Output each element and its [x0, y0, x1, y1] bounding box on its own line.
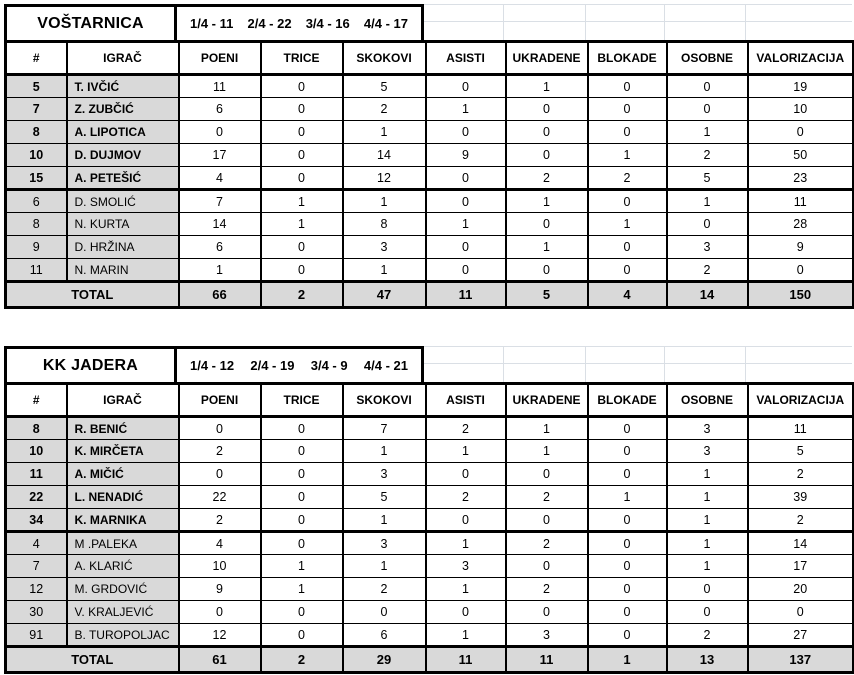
column-header[interactable]: #	[6, 42, 67, 75]
stat-cell[interactable]: 27	[748, 624, 854, 647]
stat-cell[interactable]: 0	[261, 144, 343, 167]
stat-cell[interactable]: 2	[667, 624, 748, 647]
stat-cell[interactable]: 0	[426, 601, 506, 624]
total-label-cell[interactable]: TOTAL	[6, 647, 179, 673]
stat-cell[interactable]: 0	[588, 463, 667, 486]
stat-cell[interactable]: 0	[588, 417, 667, 440]
column-header[interactable]: UKRADENE	[506, 384, 588, 417]
stat-cell[interactable]: 0	[179, 601, 261, 624]
empty-sheet-area	[424, 346, 852, 382]
player-row	[6, 463, 854, 486]
total-stat-cell[interactable]: 2	[261, 282, 343, 308]
empty-sheet-area	[424, 4, 852, 40]
player-number-cell[interactable]: 8	[6, 121, 67, 144]
empty-sheet-cell[interactable]	[665, 364, 746, 382]
stat-cell[interactable]: 1	[667, 463, 748, 486]
stat-cell[interactable]: 0	[588, 440, 667, 463]
player-number-cell[interactable]: 4	[6, 532, 67, 555]
stat-cell[interactable]: 0	[748, 601, 854, 624]
empty-sheet-cell[interactable]	[746, 22, 852, 40]
stat-cell[interactable]: 0	[426, 190, 506, 213]
quarter-score: 3/4 - 9	[310, 358, 348, 373]
empty-sheet-cell[interactable]	[665, 346, 746, 364]
stat-cell[interactable]: 0	[506, 213, 588, 236]
stat-cell[interactable]: 4	[179, 532, 261, 555]
stat-cell[interactable]: 6	[343, 624, 426, 647]
empty-sheet-cell[interactable]	[504, 346, 586, 364]
stat-cell[interactable]: 3	[506, 624, 588, 647]
player-row	[6, 144, 854, 167]
stat-cell[interactable]: 0	[343, 601, 426, 624]
stat-cell[interactable]: 1	[343, 121, 426, 144]
stat-cell[interactable]: 0	[588, 509, 667, 532]
stat-cell[interactable]: 2	[588, 167, 667, 190]
stat-cell[interactable]: 1	[343, 190, 426, 213]
quarter-score: 1/4 - 11	[190, 16, 234, 31]
player-name-cell[interactable]: A. LIPOTICA	[67, 121, 179, 144]
column-header[interactable]: TRICE	[261, 42, 343, 75]
stat-cell[interactable]: 0	[588, 259, 667, 282]
total-stat-cell[interactable]: 11	[506, 647, 588, 673]
stat-cell[interactable]: 0	[588, 75, 667, 98]
stat-cell[interactable]: 2	[506, 167, 588, 190]
player-row	[6, 98, 854, 121]
stat-cell[interactable]: 50	[748, 144, 854, 167]
stat-cell[interactable]: 0	[506, 555, 588, 578]
empty-sheet-cell[interactable]	[424, 22, 504, 40]
player-number-cell[interactable]: 8	[6, 417, 67, 440]
empty-sheet-cell[interactable]	[504, 4, 586, 22]
stat-cell[interactable]: 1	[506, 417, 588, 440]
stat-cell[interactable]: 0	[506, 98, 588, 121]
player-name-cell[interactable]: N. MARIN	[67, 259, 179, 282]
stat-cell[interactable]: 0	[261, 75, 343, 98]
player-row	[6, 624, 854, 647]
stat-cell[interactable]: 1	[426, 624, 506, 647]
total-stat-cell[interactable]: 1	[588, 647, 667, 673]
column-header[interactable]: SKOKOVI	[343, 384, 426, 417]
stat-cell[interactable]: 1	[426, 213, 506, 236]
stat-cell[interactable]: 1	[261, 555, 343, 578]
stat-cell[interactable]: 1	[261, 578, 343, 601]
empty-sheet-cell[interactable]	[424, 346, 504, 364]
empty-sheet-cell[interactable]	[746, 364, 852, 382]
stat-cell[interactable]: 5	[667, 167, 748, 190]
team-section-kk-jadera	[4, 346, 854, 674]
stat-cell[interactable]: 1	[426, 98, 506, 121]
column-header[interactable]: TRICE	[261, 384, 343, 417]
stat-cell[interactable]: 0	[667, 213, 748, 236]
team-name-cell[interactable]: KK JADERA	[4, 346, 177, 382]
player-name-cell[interactable]: D. DUJMOV	[67, 144, 179, 167]
stat-cell[interactable]: 0	[506, 509, 588, 532]
stat-cell[interactable]: 2	[667, 144, 748, 167]
player-name-cell[interactable]: V. KRALJEVIĆ	[67, 601, 179, 624]
stat-cell[interactable]: 20	[748, 578, 854, 601]
quarter-scores-cell[interactable]	[177, 4, 424, 40]
stat-cell[interactable]: 28	[748, 213, 854, 236]
stat-cell[interactable]: 0	[179, 463, 261, 486]
player-number-cell[interactable]: 5	[6, 75, 67, 98]
stat-cell[interactable]: 9	[179, 578, 261, 601]
stat-cell[interactable]: 0	[426, 509, 506, 532]
stat-cell[interactable]: 0	[588, 98, 667, 121]
stat-cell[interactable]: 0	[667, 98, 748, 121]
player-name-cell[interactable]: T. IVČIĆ	[67, 75, 179, 98]
player-row	[6, 578, 854, 601]
empty-sheet-cell[interactable]	[586, 364, 665, 382]
stat-cell[interactable]: 2	[343, 578, 426, 601]
empty-sheet-cell[interactable]	[504, 22, 586, 40]
stat-cell[interactable]: 0	[667, 75, 748, 98]
column-header[interactable]: BLOKADE	[588, 384, 667, 417]
stat-cell[interactable]: 0	[588, 601, 667, 624]
stat-cell[interactable]: 14	[179, 213, 261, 236]
stat-cell[interactable]: 9	[748, 236, 854, 259]
stat-cell[interactable]: 1	[588, 486, 667, 509]
team-header-row	[4, 346, 852, 382]
player-name-cell[interactable]: L. NENADIĆ	[67, 486, 179, 509]
stat-cell[interactable]: 4	[179, 167, 261, 190]
total-stat-cell[interactable]: 47	[343, 282, 426, 308]
column-header[interactable]: POENI	[179, 42, 261, 75]
quarter-score: 3/4 - 16	[305, 16, 350, 31]
stat-cell[interactable]: 3	[667, 236, 748, 259]
stat-cell[interactable]: 2	[506, 578, 588, 601]
player-name-cell[interactable]: A. PETEŠIĆ	[67, 167, 179, 190]
stat-cell[interactable]: 8	[343, 213, 426, 236]
empty-sheet-cell[interactable]	[424, 4, 504, 22]
empty-sheet-cell[interactable]	[424, 364, 504, 382]
quarter-score: 4/4 - 17	[363, 16, 408, 31]
player-number-cell[interactable]: 7	[6, 98, 67, 121]
player-name-cell[interactable]: D. HRŽINA	[67, 236, 179, 259]
stat-cell[interactable]: 0	[748, 259, 854, 282]
total-stat-cell[interactable]: 137	[748, 647, 854, 673]
player-number-cell[interactable]: 11	[6, 463, 67, 486]
stat-cell[interactable]: 22	[179, 486, 261, 509]
player-name-cell[interactable]: A. MIČIĆ	[67, 463, 179, 486]
stat-cell[interactable]: 0	[506, 601, 588, 624]
stat-cell[interactable]: 0	[426, 463, 506, 486]
total-stat-cell[interactable]: 4	[588, 282, 667, 308]
player-name-cell[interactable]: M .PALEKA	[67, 532, 179, 555]
stat-cell[interactable]: 0	[261, 624, 343, 647]
stat-cell[interactable]: 1	[261, 213, 343, 236]
stat-cell[interactable]: 0	[506, 144, 588, 167]
stat-cell[interactable]: 10	[748, 98, 854, 121]
player-number-cell[interactable]: 30	[6, 601, 67, 624]
empty-sheet-cell[interactable]	[504, 364, 586, 382]
player-row	[6, 236, 854, 259]
quarter-score: 2/4 - 22	[247, 16, 292, 31]
empty-sheet-cell[interactable]	[586, 22, 665, 40]
stat-cell[interactable]: 7	[343, 417, 426, 440]
total-stat-cell[interactable]: 61	[179, 647, 261, 673]
player-name-cell[interactable]: M. GRDOVIĆ	[67, 578, 179, 601]
stat-cell[interactable]: 2	[426, 417, 506, 440]
column-header[interactable]: OSOBNE	[667, 384, 748, 417]
quarter-score: 2/4 - 19	[250, 358, 295, 373]
player-number-cell[interactable]: 9	[6, 236, 67, 259]
empty-sheet-cell[interactable]	[665, 22, 746, 40]
stat-cell[interactable]: 14	[343, 144, 426, 167]
stat-cell[interactable]: 0	[261, 167, 343, 190]
empty-sheet-cell[interactable]	[586, 346, 665, 364]
stat-cell[interactable]: 0	[261, 532, 343, 555]
player-name-cell[interactable]: K. MARNIKA	[67, 509, 179, 532]
stat-cell[interactable]: 3	[343, 532, 426, 555]
stat-cell[interactable]: 0	[261, 486, 343, 509]
total-stat-cell[interactable]: 14	[667, 282, 748, 308]
stat-cell[interactable]: 6	[179, 236, 261, 259]
player-number-cell[interactable]: 11	[6, 259, 67, 282]
stat-cell[interactable]: 0	[506, 121, 588, 144]
empty-sheet-cell[interactable]	[746, 346, 852, 364]
stat-cell[interactable]: 5	[343, 486, 426, 509]
stat-cell[interactable]: 2	[179, 509, 261, 532]
player-number-cell[interactable]: 6	[6, 190, 67, 213]
stat-cell[interactable]: 0	[261, 417, 343, 440]
stat-cell[interactable]: 0	[588, 190, 667, 213]
stat-cell[interactable]: 6	[179, 98, 261, 121]
stat-cell[interactable]: 19	[748, 75, 854, 98]
stat-cell[interactable]: 1	[343, 440, 426, 463]
stat-cell[interactable]: 10	[179, 555, 261, 578]
stat-cell[interactable]: 7	[179, 190, 261, 213]
stat-cell[interactable]: 1	[588, 144, 667, 167]
stat-cell[interactable]: 17	[179, 144, 261, 167]
stat-cell[interactable]: 11	[748, 190, 854, 213]
stat-cell[interactable]: 0	[426, 75, 506, 98]
stat-cell[interactable]: 2	[343, 98, 426, 121]
stat-cell[interactable]: 3	[667, 440, 748, 463]
player-number-cell[interactable]: 34	[6, 509, 67, 532]
player-name-cell[interactable]: A. KLARIĆ	[67, 555, 179, 578]
column-header[interactable]: UKRADENE	[506, 42, 588, 75]
stat-cell[interactable]: 1	[667, 121, 748, 144]
player-row	[6, 213, 854, 236]
player-row	[6, 486, 854, 509]
player-name-cell[interactable]: R. BENIĆ	[67, 417, 179, 440]
stat-cell[interactable]: 0	[179, 121, 261, 144]
column-header[interactable]: ASISTI	[426, 42, 506, 75]
stat-cell[interactable]: 2	[748, 509, 854, 532]
stat-cell[interactable]: 1	[506, 190, 588, 213]
player-number-cell[interactable]: 22	[6, 486, 67, 509]
stat-cell[interactable]: 0	[667, 578, 748, 601]
team-header-row	[4, 4, 852, 40]
column-header-row	[6, 42, 854, 75]
stat-cell[interactable]: 1	[667, 555, 748, 578]
player-name-cell[interactable]: N. KURTA	[67, 213, 179, 236]
stat-cell[interactable]: 0	[426, 259, 506, 282]
total-row	[6, 282, 854, 308]
total-stat-cell[interactable]: 5	[506, 282, 588, 308]
player-row	[6, 601, 854, 624]
stat-cell[interactable]: 0	[506, 463, 588, 486]
total-stat-cell[interactable]: 2	[261, 647, 343, 673]
stat-cell[interactable]: 1	[343, 555, 426, 578]
column-header[interactable]: #	[6, 384, 67, 417]
stat-cell[interactable]: 0	[588, 121, 667, 144]
stat-cell[interactable]: 3	[426, 555, 506, 578]
stat-cell[interactable]: 11	[748, 417, 854, 440]
stat-cell[interactable]: 5	[343, 75, 426, 98]
column-header-row	[6, 384, 854, 417]
stat-cell[interactable]: 0	[588, 532, 667, 555]
stat-cell[interactable]: 0	[426, 121, 506, 144]
player-number-cell[interactable]: 7	[6, 555, 67, 578]
column-header[interactable]: IGRAČ	[67, 384, 179, 417]
stat-cell[interactable]: 0	[588, 555, 667, 578]
quarter-scores-cell[interactable]	[177, 346, 424, 382]
empty-sheet-cell[interactable]	[665, 4, 746, 22]
team-section-vostarnica	[4, 4, 854, 309]
player-row	[6, 190, 854, 213]
stat-cell[interactable]: 0	[667, 601, 748, 624]
total-stat-cell[interactable]: 29	[343, 647, 426, 673]
player-row	[6, 440, 854, 463]
stat-cell[interactable]: 0	[588, 624, 667, 647]
stat-cell[interactable]: 1	[261, 190, 343, 213]
player-row	[6, 417, 854, 440]
player-row	[6, 509, 854, 532]
team-name-cell[interactable]: VOŠTARNICA	[4, 4, 177, 40]
quarter-score: 1/4 - 12	[190, 358, 235, 373]
column-header[interactable]: VALORIZACIJA	[748, 42, 854, 75]
stat-cell[interactable]: 1	[506, 236, 588, 259]
player-row	[6, 532, 854, 555]
stat-cell[interactable]: 0	[261, 236, 343, 259]
stat-cell[interactable]: 1	[667, 532, 748, 555]
stat-cell[interactable]: 3	[343, 463, 426, 486]
stat-cell[interactable]: 0	[426, 167, 506, 190]
box-score-table	[4, 382, 854, 674]
stat-cell[interactable]: 12	[179, 624, 261, 647]
player-row	[6, 121, 854, 144]
stat-cell[interactable]: 1	[179, 259, 261, 282]
stat-cell[interactable]: 0	[179, 417, 261, 440]
stat-cell[interactable]: 0	[261, 259, 343, 282]
empty-sheet-cell[interactable]	[746, 4, 852, 22]
player-name-cell[interactable]: Z. ZUBČIĆ	[67, 98, 179, 121]
player-number-cell[interactable]: 91	[6, 624, 67, 647]
stat-cell[interactable]: 2	[426, 486, 506, 509]
stat-cell[interactable]: 1	[667, 509, 748, 532]
stat-cell[interactable]: 0	[261, 509, 343, 532]
stat-cell[interactable]: 12	[343, 167, 426, 190]
column-header[interactable]: ASISTI	[426, 384, 506, 417]
stat-cell[interactable]: 1	[588, 213, 667, 236]
stat-cell[interactable]: 0	[261, 440, 343, 463]
total-stat-cell[interactable]: 66	[179, 282, 261, 308]
stat-cell[interactable]: 1	[426, 578, 506, 601]
stat-cell[interactable]: 9	[426, 144, 506, 167]
player-name-cell[interactable]: K. MIRČETA	[67, 440, 179, 463]
column-header[interactable]: VALORIZACIJA	[748, 384, 854, 417]
stat-cell[interactable]: 1	[667, 486, 748, 509]
empty-sheet-cell[interactable]	[586, 4, 665, 22]
stat-cell[interactable]: 17	[748, 555, 854, 578]
player-number-cell[interactable]: 8	[6, 213, 67, 236]
stat-cell[interactable]: 2	[506, 486, 588, 509]
stat-cell[interactable]: 14	[748, 532, 854, 555]
player-row	[6, 555, 854, 578]
total-stat-cell[interactable]: 13	[667, 647, 748, 673]
total-stat-cell[interactable]: 11	[426, 647, 506, 673]
stat-cell[interactable]: 0	[506, 259, 588, 282]
player-number-cell[interactable]: 10	[6, 144, 67, 167]
player-row	[6, 167, 854, 190]
stat-cell[interactable]: 0	[261, 463, 343, 486]
stat-cell[interactable]: 0	[426, 236, 506, 259]
stat-cell[interactable]: 0	[588, 578, 667, 601]
stat-cell[interactable]: 1	[426, 532, 506, 555]
stat-cell[interactable]: 2	[748, 463, 854, 486]
quarter-score: 4/4 - 21	[363, 358, 408, 373]
stat-cell[interactable]: 0	[261, 98, 343, 121]
player-number-cell[interactable]: 12	[6, 578, 67, 601]
stat-cell[interactable]: 1	[667, 190, 748, 213]
stat-cell[interactable]: 1	[343, 259, 426, 282]
stat-cell[interactable]: 1	[343, 509, 426, 532]
stat-cell[interactable]: 2	[667, 259, 748, 282]
stat-cell[interactable]: 23	[748, 167, 854, 190]
stat-cell[interactable]: 3	[343, 236, 426, 259]
stat-cell[interactable]: 2	[179, 440, 261, 463]
player-number-cell[interactable]: 15	[6, 167, 67, 190]
column-header[interactable]: OSOBNE	[667, 42, 748, 75]
total-label-cell[interactable]: TOTAL	[6, 282, 179, 308]
stat-cell[interactable]: 5	[748, 440, 854, 463]
stat-cell[interactable]: 0	[261, 121, 343, 144]
total-stat-cell[interactable]: 11	[426, 282, 506, 308]
total-stat-cell[interactable]: 150	[748, 282, 854, 308]
stat-cell[interactable]: 1	[426, 440, 506, 463]
stat-cell[interactable]: 3	[667, 417, 748, 440]
stat-cell[interactable]: 1	[506, 440, 588, 463]
column-header[interactable]: SKOKOVI	[343, 42, 426, 75]
player-row	[6, 259, 854, 282]
player-name-cell[interactable]: D. SMOLIĆ	[67, 190, 179, 213]
column-header[interactable]: POENI	[179, 384, 261, 417]
player-row	[6, 75, 854, 98]
player-name-cell[interactable]: B. TUROPOLJAC	[67, 624, 179, 647]
player-number-cell[interactable]: 10	[6, 440, 67, 463]
total-row	[6, 647, 854, 673]
stat-cell[interactable]: 0	[588, 236, 667, 259]
column-header[interactable]: IGRAČ	[67, 42, 179, 75]
stat-cell[interactable]: 2	[506, 532, 588, 555]
stat-cell[interactable]: 0	[748, 121, 854, 144]
stat-cell[interactable]: 39	[748, 486, 854, 509]
column-header[interactable]: BLOKADE	[588, 42, 667, 75]
box-score-table	[4, 40, 854, 309]
stat-cell[interactable]: 1	[506, 75, 588, 98]
stat-cell[interactable]: 0	[261, 601, 343, 624]
stat-cell[interactable]: 11	[179, 75, 261, 98]
